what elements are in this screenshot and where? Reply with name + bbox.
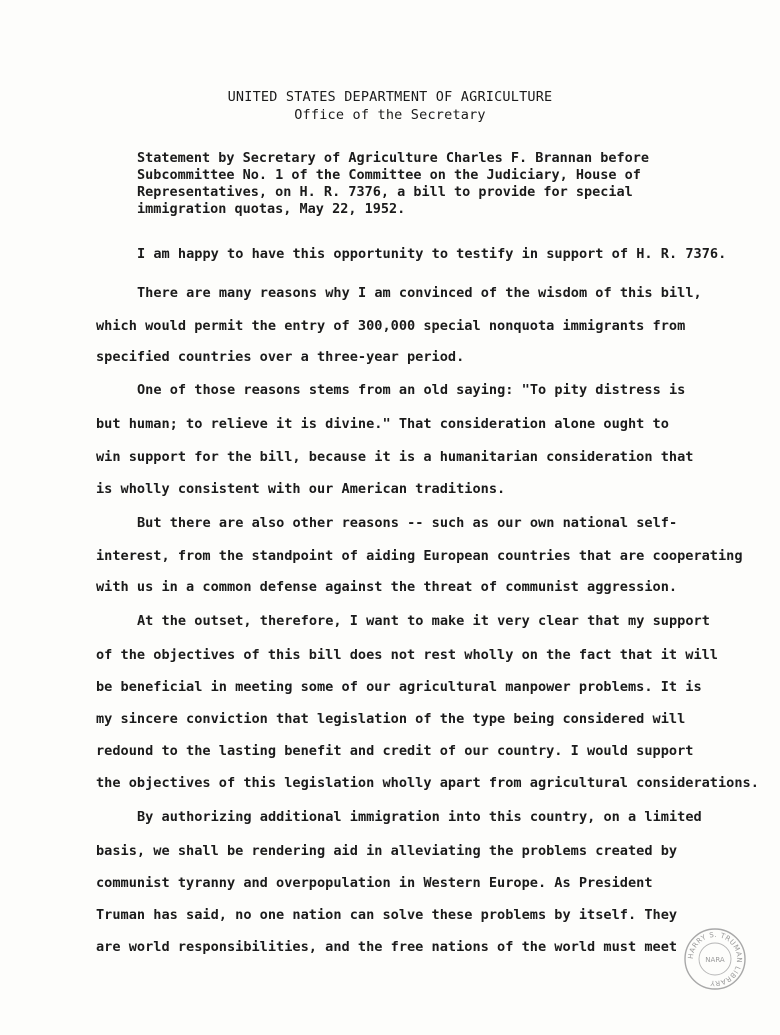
letterhead [0,88,780,124]
body-line: the objectives of this legislation wholly apart from agricultural considerations. [96,775,759,791]
department-name: UNITED STATES DEPARTMENT OF AGRICULTURE [227,89,553,105]
body-line: interest, from the standpoint of aiding European countries that are cooperating [96,548,743,564]
stamp-ring-text: HARRY S. TRUMAN LIBRARY [686,930,744,988]
body-line: but human; to relieve it is divine." That consideration alone ought to [96,416,669,432]
body-line: basis, we shall be rendering aid in alleviating the problems created by [96,843,678,859]
body-line: specified countries over a three-year period. [96,349,465,365]
body-line: One of those reasons stems from an old saying: "To pity distress is [137,382,686,398]
body-line: But there are also other reasons -- such as our own national self- [137,515,678,531]
body-line: with us in a common defense against the threat of communist aggression. [96,579,678,595]
statement-line: Statement by Secretary of Agriculture Charles F. Brannan before [137,150,650,166]
body-line: which would permit the entry of 300,000 special nonquota immigrants from [96,318,686,334]
statement-line: immigration quotas, May 22, 1952. [137,201,406,217]
body-line: my sincere conviction that legislation of the type being considered will [96,711,686,727]
library-stamp-icon [683,927,747,991]
body-line: win support for the bill, because it is a humanitarian consideration that [96,449,694,465]
body-line: are world responsibilities, and the free nations of the world must meet [96,939,678,955]
body-line: I am happy to have this opportunity to testify in support of H. R. 7376. [137,246,727,262]
body-line: Truman has said, no one nation can solve these problems by itself. They [96,907,678,923]
body-line: There are many reasons why I am convinced of the wisdom of this bill, [137,285,702,301]
body-line: communist tyranny and overpopulation in Western Europe. As President [96,875,653,891]
statement-line: Representatives, on H. R. 7376, a bill to provide for special [137,184,633,200]
body-line: By authorizing additional immigration into this country, on a limited [137,809,702,825]
statement-heading [137,150,737,218]
body-line: redound to the lasting benefit and credit of our country. I would support [96,743,694,759]
statement-line: Subcommittee No. 1 of the Committee on the Judiciary, House of [137,167,641,183]
body-line: of the objectives of this bill does not rest wholly on the fact that it will [96,647,718,663]
body-line: At the outset, therefore, I want to make it very clear that my support [137,613,710,629]
stamp-center-text: NARA [705,956,725,964]
body-line: be beneficial in meeting some of our agricultural manpower problems. It is [96,679,702,695]
body-line: is wholly consistent with our American traditions. [96,481,506,497]
office-name: Office of the Secretary [294,107,486,123]
